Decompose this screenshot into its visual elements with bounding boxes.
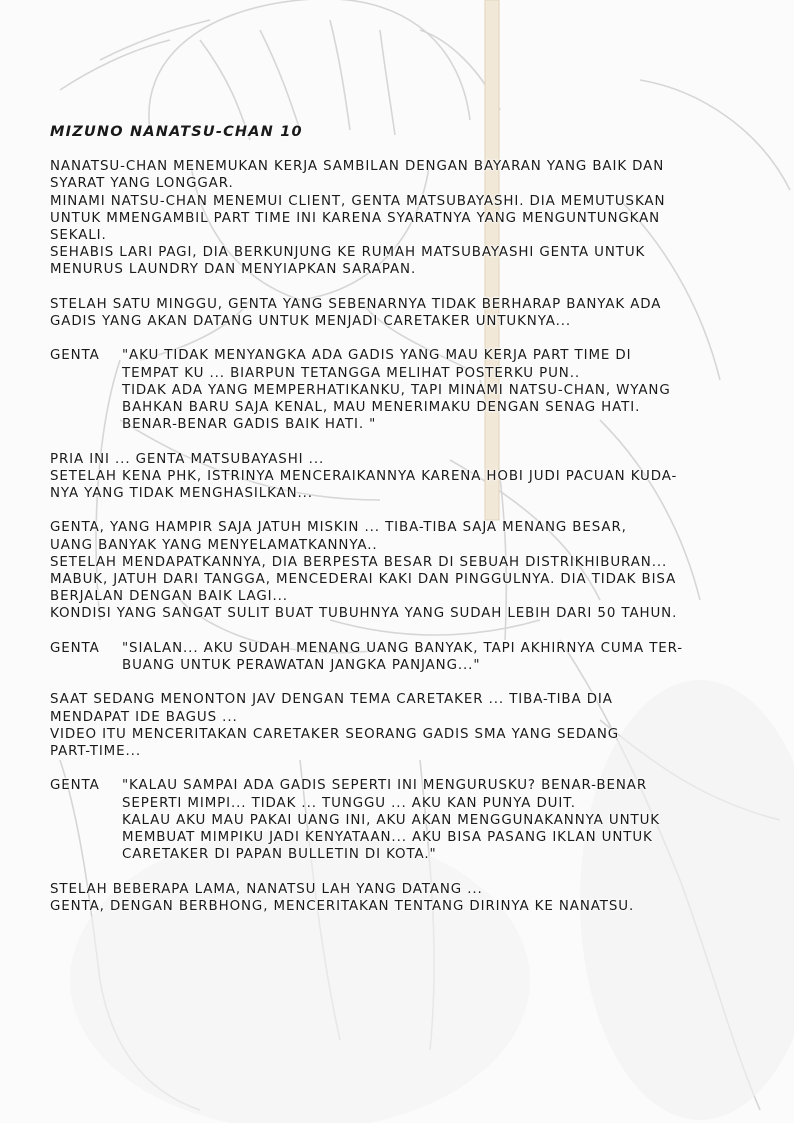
dialogue-line: BENAR-BENAR GADIS BAIK HATI. " <box>122 417 377 433</box>
dialogue-line: "AKU TIDAK MENYANGKA ADA GADIS YANG MAU KERJA PART TIME DI <box>122 348 632 364</box>
text-line: GADIS YANG AKAN DATANG UNTUK MENJADI CARETAKER UNTUKNYA... <box>50 314 572 330</box>
dialogue-genta-1 <box>50 347 770 433</box>
paragraph-idea <box>50 691 770 760</box>
text-line: MINAMI NATSU-CHAN MENEMUI CLIENT, GENTA MATSUBAYASHI. DIA MEMUTUSKAN <box>50 193 666 209</box>
text-line: SEKALI. <box>50 228 107 244</box>
paragraph-backstory <box>50 519 770 622</box>
text-line: KONDISI YANG SANGAT SULIT BUAT TUBUHNYA YANG SUDAH LEBIH DARI 50 TAHUN. <box>50 606 678 622</box>
dialogue-genta-2 <box>50 640 770 674</box>
paragraph-intro <box>50 158 770 278</box>
dialogue-line: "KALAU SAMPAI ADA GADIS SEPERTI INI MENGURUSKU? BENAR-BENAR <box>122 778 648 794</box>
dialogue-lines <box>122 640 683 674</box>
text-line: VIDEO ITU MENCERITAKAN CARETAKER SEORANG GADIS SMA YANG SEDANG <box>50 726 620 742</box>
text-line: UNTUK MMENGAMBIL PART TIME INI KARENA SYARATNYA YANG MENGUNTUNGKAN <box>50 210 661 226</box>
text-line: PRIA INI ... GENTA MATSUBAYASHI ... <box>50 451 325 467</box>
text-line: MABUK, JATUH DARI TANGGA, MENCEDERAI KAKI DAN PINGGULNYA. DIA TIDAK BISA <box>50 572 677 588</box>
dialogue-line: BAHKAN BARU SAJA KENAL, MAU MENERIMAKU DENGAN SENAG HATI. <box>122 400 641 416</box>
text-line: GENTA, YANG HAMPIR SAJA JATUH MISKIN ... TIBA-TIBA SAJA MENANG BESAR, <box>50 520 627 536</box>
text-line: SAAT SEDANG MENONTON JAV DENGAN TEMA CARETAKER ... TIBA-TIBA DIA <box>50 692 613 708</box>
text-line: GENTA, DENGAN BERBHONG, MENCERITAKAN TENTANG DIRINYA KE NANATSU. <box>50 898 635 914</box>
speaker-name: GENTA <box>50 778 100 794</box>
speaker-name: GENTA <box>50 640 100 656</box>
text-line: SETELAH KENA PHK, ISTRINYA MENCERAIKANNYA KARENA HOBI JUDI PACUAN KUDA- <box>50 468 678 484</box>
text-line: NYA YANG TIDAK MENGHASILKAN... <box>50 486 313 502</box>
dialogue-lines <box>122 777 660 863</box>
text-line: STELAH SATU MINGGU, GENTA YANG SEBENARNYA TIDAK BERHARAP BANYAK ADA <box>50 296 662 312</box>
text-line: STELAH BEBERAPA LAMA, NANATSU LAH YANG DATANG ... <box>50 881 483 897</box>
text-line: NANATSU-CHAN MENEMUKAN KERJA SAMBILAN DENGAN BAYARAN YANG BAIK DAN <box>50 159 665 175</box>
text-line: MENDAPAT IDE BAGUS ... <box>50 709 238 725</box>
story-text <box>50 124 770 932</box>
text-line: SYARAT YANG LONGGAR. <box>50 176 234 192</box>
paragraph-about-genta <box>50 451 770 503</box>
text-line: BERJALAN DENGAN BAIK LAGI... <box>50 589 288 605</box>
dialogue-line: KALAU AKU MAU PAKAI UANG INI, AKU AKAN MENGGUNAKANNYA UNTUK <box>122 812 660 828</box>
text-line: SETELAH MENDAPATKANNYA, DIA BERPESTA BESAR DI SEBUAH DISTRIKHIBURAN... <box>50 554 668 570</box>
speaker-name: GENTA <box>50 348 100 364</box>
text-line: SEHABIS LARI PAGI, DIA BERKUNJUNG KE RUMAH MATSUBAYASHI GENTA UNTUK <box>50 245 646 261</box>
text-line: UANG BANYAK YANG MENYELAMATKANNYA.. <box>50 537 378 553</box>
dialogue-line: TEMPAT KU ... BIARPUN TETANGGA MELIHAT POSTERKU PUN.. <box>122 365 581 381</box>
text-line: PART-TIME... <box>50 744 141 760</box>
dialogue-line: CARETAKER DI PAPAN BULLETIN DI KOTA." <box>122 847 437 863</box>
paragraph-ending <box>50 881 770 915</box>
dialogue-line: MEMBUAT MIMPIKU JADI KENYATAAN... AKU BISA PASANG IKLAN UNTUK <box>122 830 653 846</box>
dialogue-lines <box>122 347 671 433</box>
dialogue-line: BUANG UNTUK PERAWATAN JANGKA PANJANG..." <box>122 658 481 674</box>
dialogue-line: SEPERTI MIMPI... TIDAK ... TUNGGU ... AKU KAN PUNYA DUIT. <box>122 795 576 811</box>
dialogue-genta-3 <box>50 777 770 863</box>
paragraph-week-later <box>50 296 770 330</box>
text-line: MENURUS LAUNDRY DAN MENYIAPKAN SARAPAN. <box>50 262 417 278</box>
chapter-title: MIZUNO NANATSU-CHAN 10 <box>50 124 303 140</box>
dialogue-line: "SIALAN... AKU SUDAH MENANG UANG BANYAK, TAPI AKHIRNYA CUMA TER- <box>122 640 684 656</box>
dialogue-line: TIDAK ADA YANG MEMPERHATIKANKU, TAPI MINAMI NATSU-CHAN, WYANG <box>122 382 671 398</box>
